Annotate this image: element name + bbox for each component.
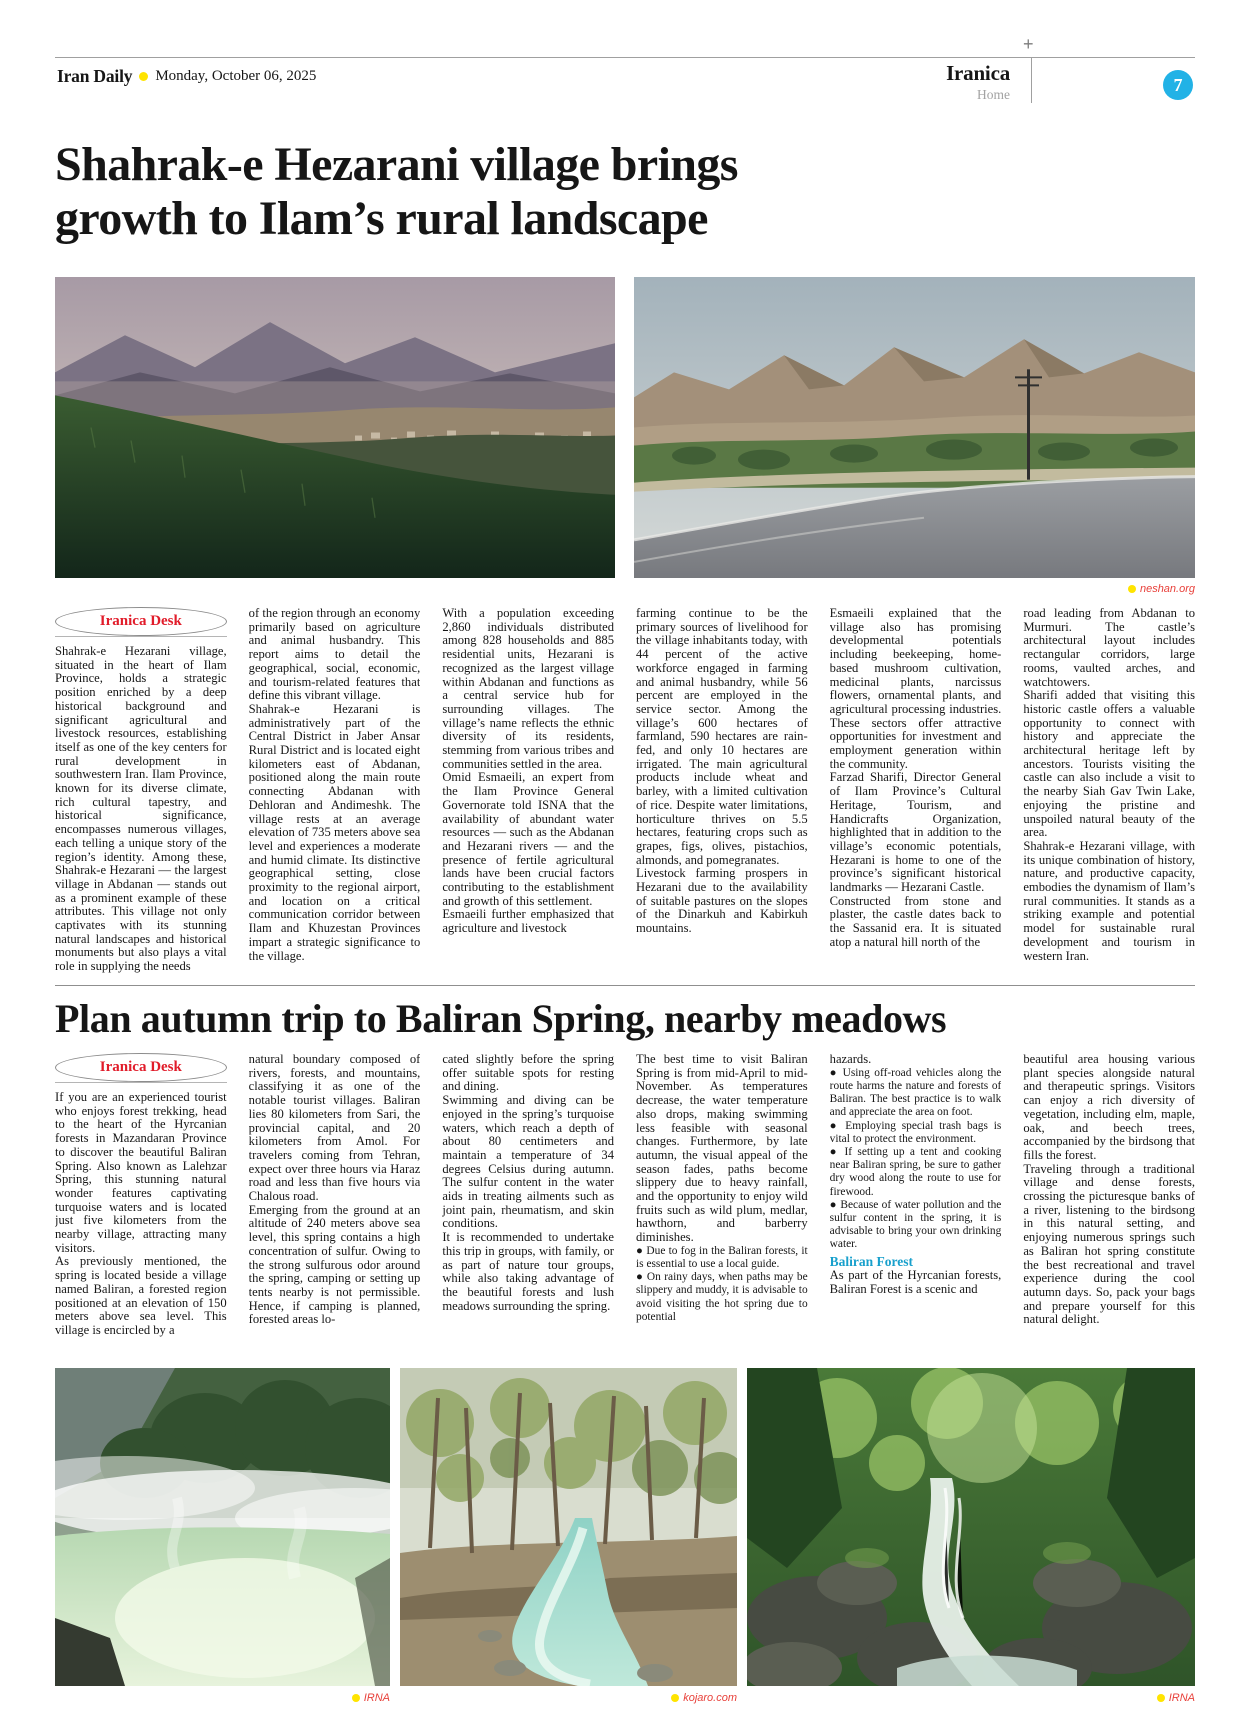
desk-badge xyxy=(55,1053,227,1084)
article-paragraph: cated slightly before the spring offer suitable spots for resting and dining. xyxy=(442,1053,614,1094)
forest-cascade-illustration xyxy=(747,1368,1195,1686)
article1-column-5 xyxy=(830,607,1002,975)
article-paragraph: Shahrak-e Hezarani village, situated in the heart of Ilam Province, holds a strategic position enriched by a deep historical background and significant agricultural and livestock resources, establishing itself as one of the key centers for rural development in southwestern Iran. Ilam Province, known for its diverse climate, rich cultural tapestry, and historical significance, encompasses numerous villages, each telling a unique story of the region’s identity. Among these, Shahrak-e Hezarani — the largest village in Abdanan — stands out as a prominent example of these attributes. This village not only captivates with its stunning natural landscapes and historical monuments but also plays a vital role in supplying the needs xyxy=(55,644,227,974)
article-paragraph: If you are an experienced tourist who enjoys forest trekking, head to the heart of the Hyrcanian forests in Mazandaran Province to discover the beautiful Baliran Spring. Also known as Lalehzar Spring, this stunning natural wonder features captivating turquoise waters and is located just five kilometers from the nearby village, attracting many visitors. xyxy=(55,1090,227,1255)
article-paragraph: natural boundary composed of rivers, forests, and mountains, classifying it as one of the notable tourist villages. Baliran lies 80 kilometers from Sari, the provincial capital, and 20 kilometers from Amol. For travelers coming from Tehran, expect over three hours via Haraz road and less than five hours via Chalous road. xyxy=(248,1053,421,1204)
article1-headline xyxy=(55,138,738,246)
article-paragraph: road leading from Abdanan to Murmuri. The castle’s architectural layout includes rectangular corridors, large rooms, vaulted arches, and watchtowers. xyxy=(1023,607,1195,689)
mountain-road-photo xyxy=(634,277,1195,578)
article-paragraph: It is recommended to undertake this trip in groups, with family, or as part of nature tour groups, while also taking advantage of the beautiful forests and lush meadows surrounding the spring. xyxy=(442,1230,614,1313)
forest-creek-photo xyxy=(400,1368,737,1686)
article-paragraph: Shahrak-e Hezarani village, with its unique combination of history, nature, and productive capacity, embodies the dynamism of Ilam’s rural communities. It stands as a striking example and potential model for sustainable rural development and tourism in western Iran. xyxy=(1023,838,1195,963)
article-paragraph: farming continue to be the primary sources of livelihood for the village inhabitants today, with 44 percent of the active workforce engaged in farming and animal husbandry, while 56 percent are employed in the service sector. Among the village’s 600 hectares of farmland, 590 hectares are rain-fed, and only 10 hectares are irrigated. The main agricultural products include wheat and barley, with a limited cultivation of rice. Despite water limitations, horticulture thrives on 5.5 hectares, featuring crops such as grapes, figs, olives, pistachios, almonds, and pomegranates. xyxy=(636,607,808,867)
separator-dot-icon xyxy=(139,72,148,81)
section-subtitle: Home xyxy=(977,87,1010,102)
article2-column-2 xyxy=(249,1053,421,1361)
desk-badge-label: Iranica Desk xyxy=(55,607,227,636)
paper-name: Iran Daily xyxy=(57,66,133,86)
credit-text: IRNA xyxy=(1168,1692,1195,1704)
desk-badge-label: Iranica Desk xyxy=(55,1053,227,1082)
headline-line: growth to Ilam’s rural landscape xyxy=(55,192,708,245)
article-paragraph: The best time to visit Baliran Spring is from mid-April to mid-November. As temperatures decrease, the water temperature also drops, making swimming less feasible with seasonal changes. Furthermore, by late autumn, the visual appeal of the season fades, paths become slippery due to heavy rainfall, and the opportunity to enjoy wild fruits such as wild plum, medlar, hawthorn, and barberry diminishes. xyxy=(636,1053,808,1245)
article1-column-4 xyxy=(636,607,808,975)
masthead xyxy=(57,66,316,87)
issue-date: Monday, October 06, 2025 xyxy=(155,68,317,84)
page-number-badge: 7 xyxy=(1163,70,1193,100)
header-vertical-rule xyxy=(1031,58,1032,103)
article-paragraph: As previously mentioned, the spring is located beside a village named Baliran, a forested region positioned at an elevation of 150 meters above sea level. This village is encircled by a xyxy=(55,1254,227,1337)
photo-credit xyxy=(1128,583,1195,595)
tip-bullet: ● Due to fog in the Baliran forests, it is essential to use a local guide. xyxy=(636,1244,808,1271)
credit-text: IRNA xyxy=(363,1692,390,1704)
tip-bullet: ● Because of water pollution and the sulfur content in the spring, it is advisable to bring your own drinking water. xyxy=(829,1198,1002,1251)
crop-mark-icon: + xyxy=(1023,34,1034,54)
credit-dot-icon xyxy=(671,1694,679,1702)
article-paragraph: Swimming and diving can be enjoyed in the spring’s turquoise waters, which reach a depth of about 80 centimeters and maintain a temperature of 34 degrees Celsius during autumn. The sulfur content in the water aids in treating ailments such as joint pain, rheumatism, and skin conditions. xyxy=(442,1093,614,1231)
article2-column-3 xyxy=(442,1053,614,1361)
village-dusk-photo xyxy=(55,277,615,578)
section-block xyxy=(946,61,1010,103)
tip-bullet: ● Employing special trash bags is vital to protect the environment. xyxy=(829,1119,1002,1145)
village-dusk-illustration xyxy=(55,277,615,578)
credit-dot-icon xyxy=(1157,1694,1165,1702)
forest-creek-illustration xyxy=(400,1368,737,1686)
article-paragraph: hazards. xyxy=(829,1053,872,1066)
article-paragraph: Farzad Sharifi, Director General of Ilam Province’s Cultural Heritage, Tourism, and Handicrafts Organization, highlighted that in addition to the village’s economic potentials, Hezarani is home to one of the province’s significant historical landmarks — Hezarani Castle. xyxy=(829,770,1002,895)
article1-column-6 xyxy=(1023,607,1195,975)
article-paragraph: beautiful area housing various plant species alongside natural and therapeutic springs. Visitors can enjoy a rich diversity of vegetation, including elm, maple, oak, and beech trees, accompanied by the birdsong that fills the forest. xyxy=(1023,1053,1195,1162)
article-paragraph: With a population exceeding 2,860 individuals distributed among 828 households and 885 residential units, Hezarani is recognized as the largest village within Abdanan and functions as a central service hub for surrounding villages. The village’s name reflects the ethnic diversity of its residents, stemming from various tribes and communities settled in the area. xyxy=(442,607,614,771)
article-paragraph: Omid Esmaeili, an expert from the Ilam Province General Governorate told ISNA that the availability of abundant water resources — such as the Abdanan and Hezarani rivers — and the presence of fertile agricultural lands have been crucial factors contributing to the establishment and growth of this settlement. xyxy=(442,770,614,908)
article-paragraph: Esmaeili explained that the village also has promising developmental potentials including beekeeping, home-based mushroom cultivation, medicinal plants, narcissus flowers, ornamental plants, and agricultural processing industries. These sectors offer attractive opportunities for investment and employment generation within the community. xyxy=(829,607,1002,771)
headline-line: Shahrak-e Hezarani village brings xyxy=(55,138,738,191)
credit-text: neshan.org xyxy=(1139,583,1195,595)
article-paragraph: Emerging from the ground at an altitude of 240 meters above sea level, this spring contains a high concentration of sulfur. Owing to the strong sulfurous odor around the spring, camping or setting up tents nearby is not permissible. Hence, if camping is planned, forested areas lo- xyxy=(248,1202,421,1327)
article-paragraph: of the region through an economy primarily based on agriculture and animal husbandry. This report aims to detail the geographical, social, economic, and tourism-related features that define this vibrant village. xyxy=(248,607,421,703)
article2-body xyxy=(55,1053,1195,1361)
photo-credit xyxy=(55,1692,390,1704)
article2-column-1 xyxy=(55,1053,227,1361)
credit-dot-icon xyxy=(352,1694,360,1702)
article2-subhead: Baliran Forest xyxy=(829,1253,914,1269)
hot-spring-photo xyxy=(55,1368,390,1686)
article2-column-5 xyxy=(830,1053,1002,1361)
section-title: Iranica xyxy=(946,61,1010,85)
article-paragraph: Esmaeili further emphasized that agriculture and livestock xyxy=(442,907,614,936)
article2-headline: Plan autumn trip to Baliran Spring, nearby meadows xyxy=(55,996,947,1041)
article-paragraph: Constructed from stone and plaster, the castle dates back to the Sassanid era. It is situated atop a natural hill north of the xyxy=(829,893,1002,949)
article-paragraph: Sharifi added that visiting this historic castle offers a valuable opportunity to connect with history and appreciate the architectural heritage left by ancestors. Tourists visiting the castle can also include a visit to the nearby Siah Gav Twin Lake, enjoying the pristine and unspoiled natural beauty of the area. xyxy=(1023,688,1195,840)
header-rule xyxy=(55,57,1195,58)
article-paragraph: Livestock farming prospers in Hezarani due to the availability of suitable pastures on the slopes of the Dinarkuh and Kabirkuh mountains. xyxy=(636,866,808,936)
article1-body xyxy=(55,607,1195,975)
tip-bullet: ● Using off-road vehicles along the route harms the nature and forests of Baliran. The best practice is to walk and appreciate the area on foot. xyxy=(829,1066,1002,1119)
article-paragraph: Traveling through a traditional village and dense forests, crossing the picturesque banks of a river, listening to the birdsong in this natural setting, and enjoying numerous springs such as Baliran hot spring constitute the best recreational and travel experience during the cool autumn days. So, pack your bags and prepare yourself for this natural delight. xyxy=(1023,1161,1195,1327)
hot-spring-illustration xyxy=(55,1368,390,1686)
tip-bullet: ● On rainy days, when paths may be slippery and muddy, it is advisable to avoid visiting the hot spring due to potential xyxy=(636,1271,808,1323)
credit-text: kojaro.com xyxy=(683,1692,737,1704)
article-paragraph: As part of the Hyrcanian forests, Baliran Forest is a scenic and xyxy=(829,1268,1002,1296)
desk-badge xyxy=(55,607,227,638)
credit-dot-icon xyxy=(1128,585,1136,593)
article1-column-3 xyxy=(442,607,614,975)
tip-bullet: ● If setting up a tent and cooking near Baliran spring, be sure to gather dry wood along the route to use for firewood. xyxy=(829,1145,1002,1198)
article-divider-rule xyxy=(55,985,1195,986)
forest-cascade-photo xyxy=(747,1368,1195,1686)
mountain-road-illustration xyxy=(634,277,1195,578)
article-paragraph: Shahrak-e Hezarani is administratively part of the Central District in Jaber Ansar Rural District and is located eight kilometers east of Abdanan, positioned along the main route connecting Abdanan with Dehloran and Andimeshk. The village rests at an average elevation of 735 meters above sea level and experiences a moderate and humid climate. Its distinctive geographical setting, close proximity to the regional airport, and location on a critical communication corridor between Ilam and Khuzestan Provinces impart a strategic significance to the village. xyxy=(248,701,421,963)
article2-column-6 xyxy=(1023,1053,1195,1361)
photo-credit xyxy=(747,1692,1195,1704)
article1-column-2 xyxy=(249,607,421,975)
article1-column-1 xyxy=(55,607,227,975)
photo-credit xyxy=(400,1692,737,1704)
article2-column-4 xyxy=(636,1053,808,1361)
